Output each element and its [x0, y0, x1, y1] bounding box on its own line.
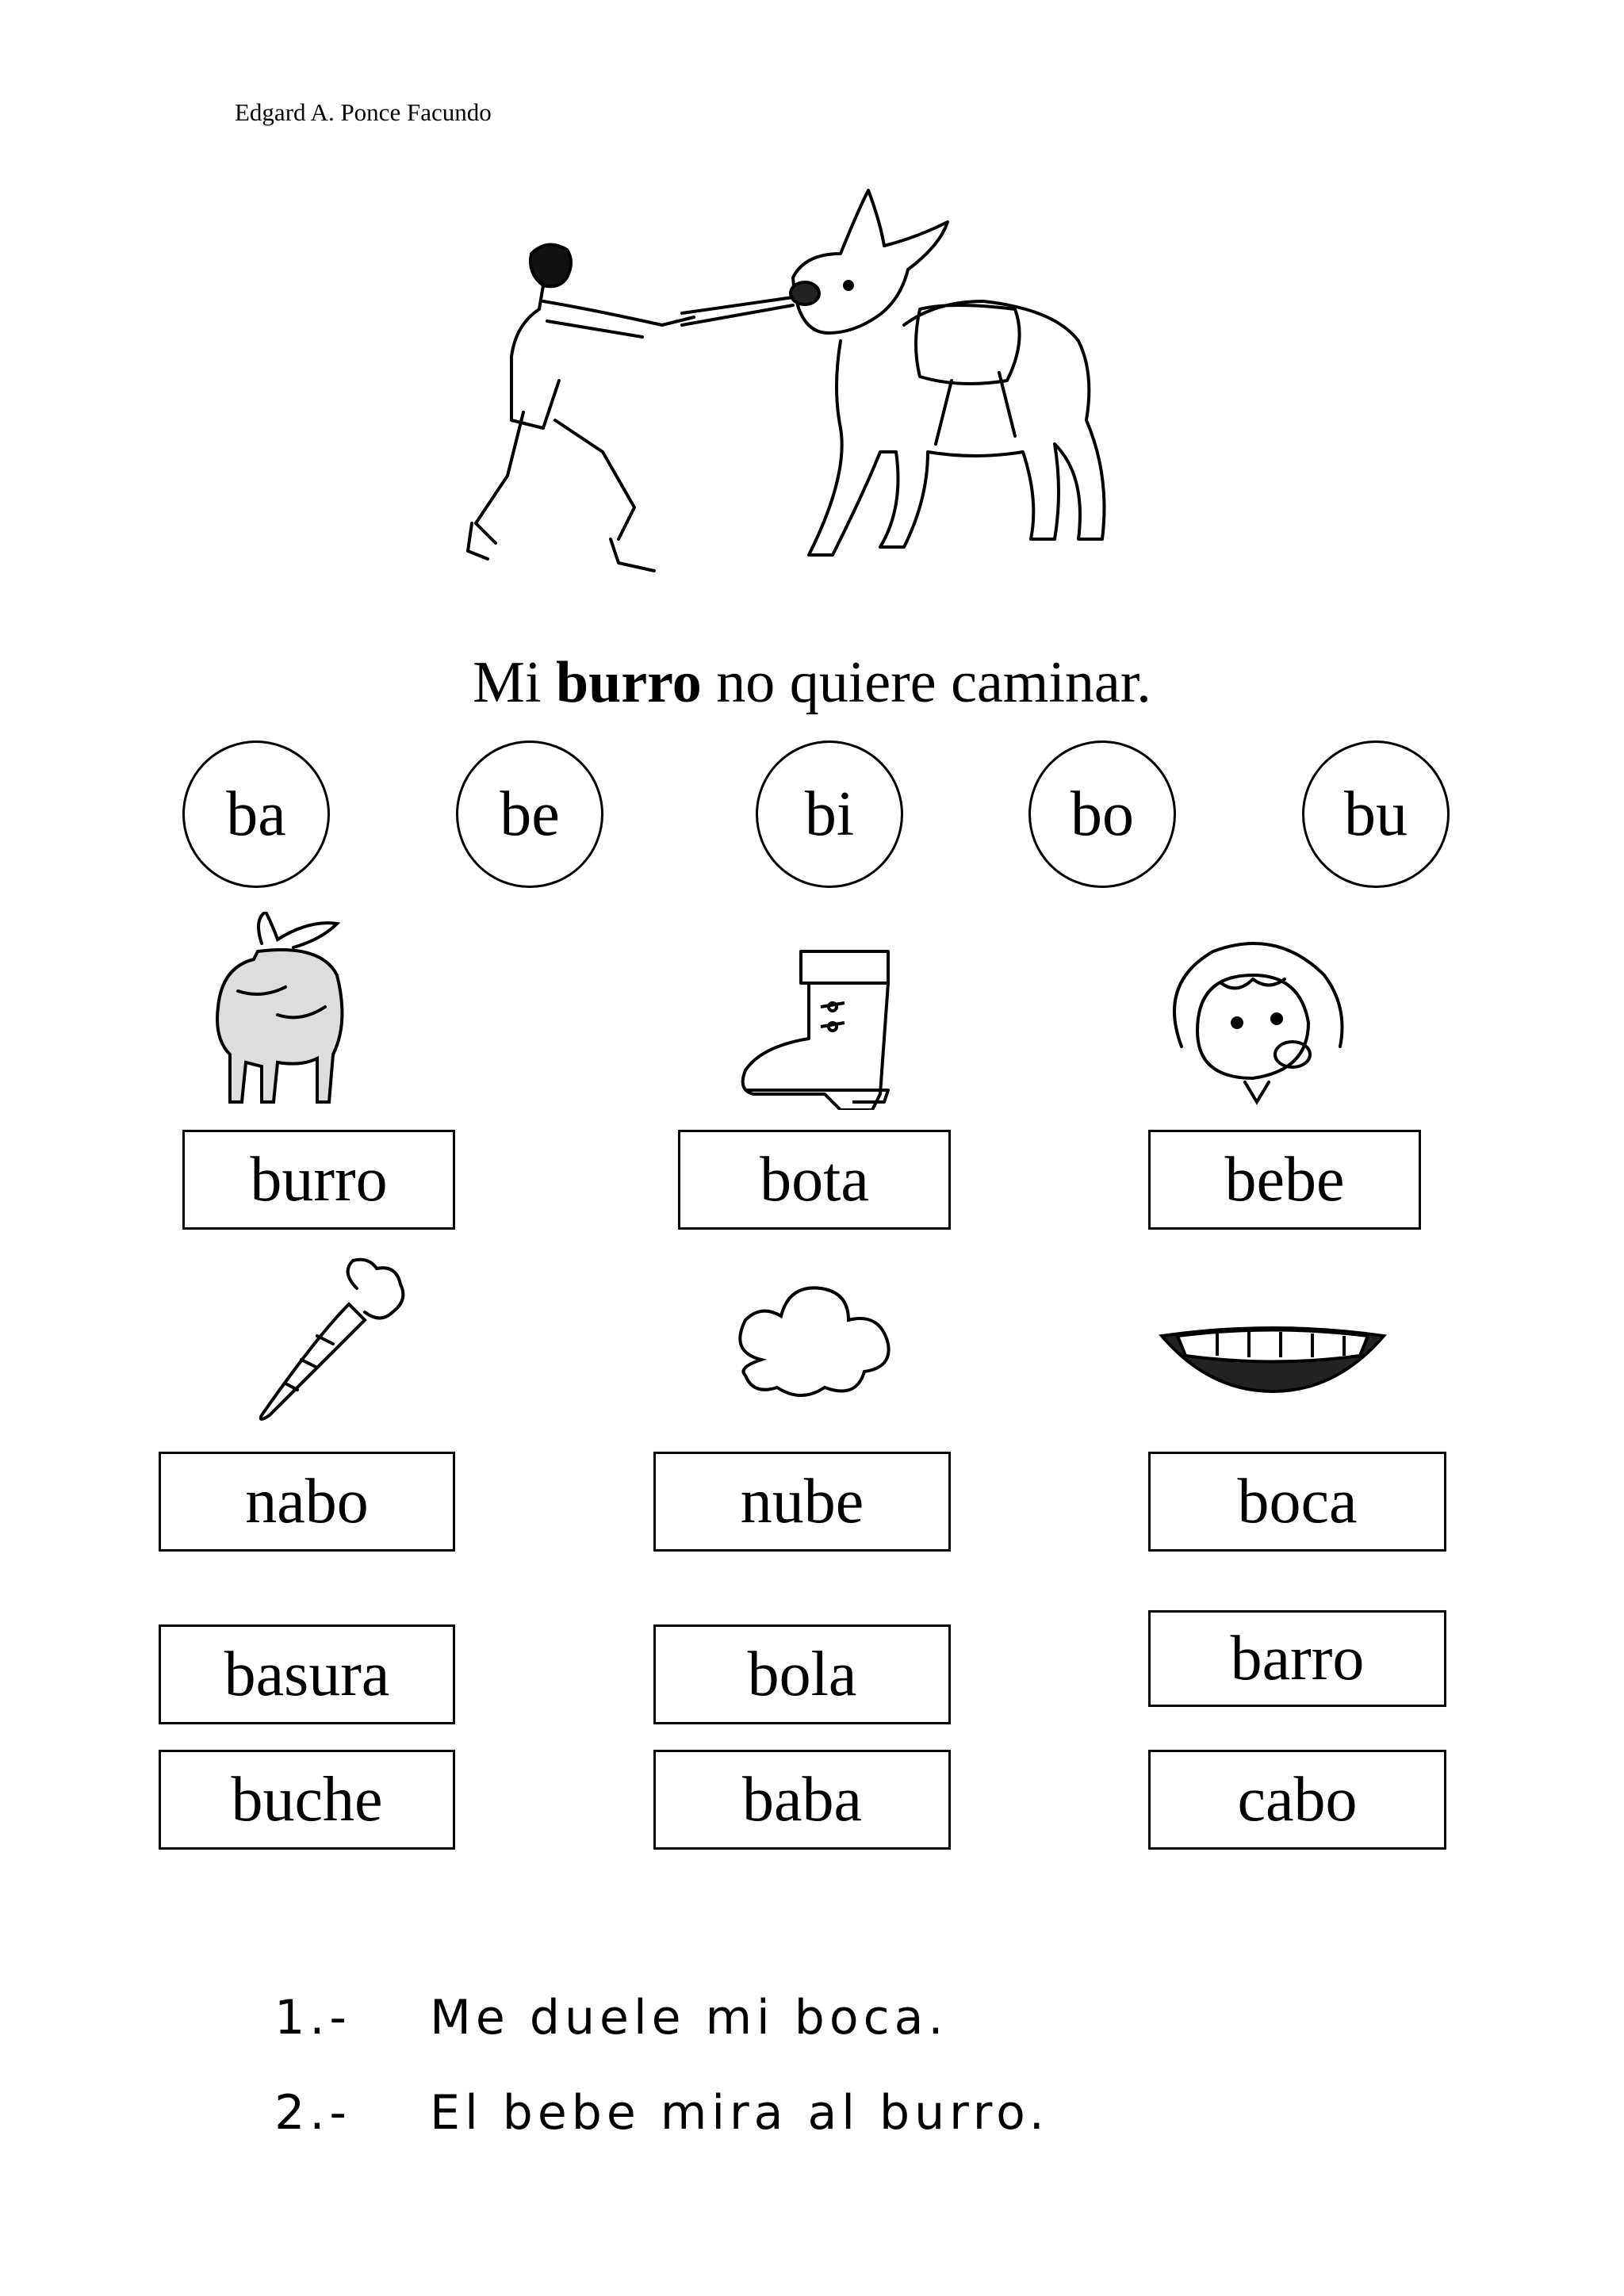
cloud-picture [730, 1280, 904, 1407]
word-box-burro: burro [182, 1130, 455, 1230]
exercise-2-text: El bebe mira al burro. [430, 2085, 1049, 2141]
author-name: Edgard A. Ponce Facundo [235, 98, 492, 126]
mouth-picture [1154, 1300, 1392, 1395]
word-box-baba: baba [653, 1750, 951, 1850]
word-box-barro: barro [1148, 1610, 1446, 1707]
word-box-nube: nube [653, 1452, 951, 1552]
word-box-nabo: nabo [159, 1452, 455, 1552]
word-box-cabo: cabo [1148, 1750, 1446, 1850]
sentence-start: Mi [473, 650, 542, 715]
word-box-bola: bola [653, 1624, 951, 1724]
syllable-bi: bi [756, 740, 903, 888]
sentence-end: no quiere caminar. [716, 650, 1151, 715]
word-box-basura: basura [159, 1624, 455, 1724]
syllable-be: be [456, 740, 603, 888]
word-box-boca: boca [1148, 1452, 1446, 1552]
baby-picture [1158, 936, 1356, 1110]
boot-picture [730, 943, 904, 1110]
exercise-1 [235, 1934, 948, 2045]
carrot-picture [238, 1257, 412, 1431]
main-sentence [0, 650, 1624, 715]
donkey-picture [206, 912, 365, 1110]
word-box-bota: bota [678, 1130, 951, 1230]
exercise-1-text: Me duele mi boca. [430, 1990, 948, 2045]
exercise-1-number: 1.- [274, 1990, 352, 2045]
word-box-bebe: bebe [1148, 1130, 1421, 1230]
word-box-buche: buche [159, 1750, 455, 1850]
man-pulling-donkey-illustration [444, 174, 1126, 587]
sentence-bold-word: burro [556, 650, 702, 715]
syllable-bo: bo [1028, 740, 1176, 888]
exercise-2 [235, 2030, 1049, 2141]
syllable-bu: bu [1302, 740, 1450, 888]
syllable-ba: ba [182, 740, 330, 888]
exercise-2-number: 2.- [274, 2085, 352, 2141]
